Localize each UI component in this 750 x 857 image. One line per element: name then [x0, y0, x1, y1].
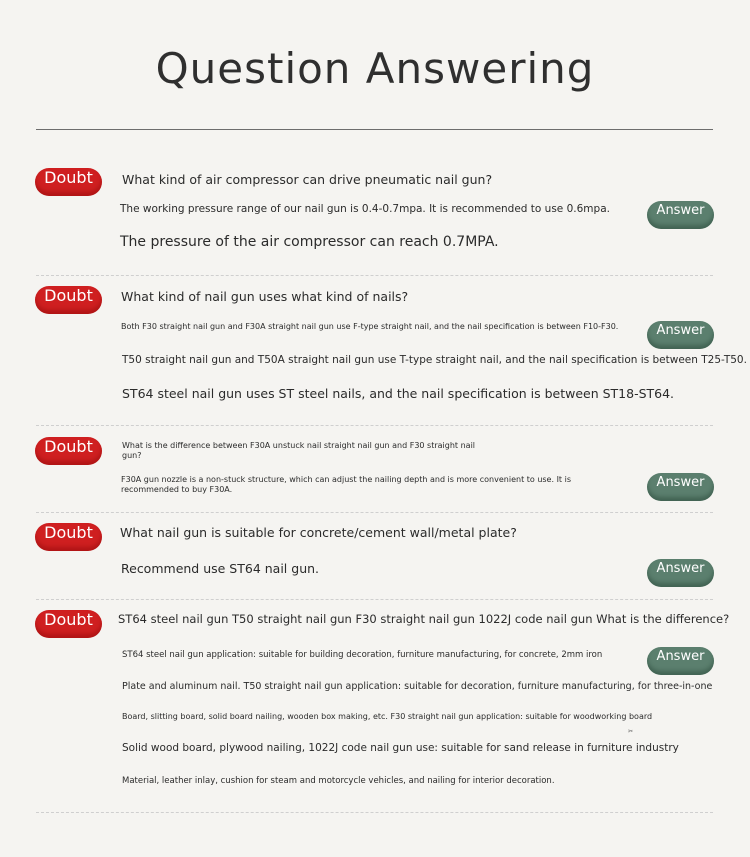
question-text: What kind of nail gun uses what kind of nails?	[121, 289, 409, 304]
section-divider	[36, 425, 713, 426]
section-divider	[36, 812, 713, 813]
answer-text: The pressure of the air compressor can reach 0.7MPA.	[120, 234, 499, 250]
answer-text: ST64 steel nail gun application: suitable for building decoration, furniture manufacturing, for concrete, 2mm iron	[122, 650, 603, 660]
answer-text: T50 straight nail gun and T50A straight nail gun use T-type straight nail, and the nail specification is between T25-T50.	[122, 354, 747, 366]
doubt-badge: Doubt	[35, 286, 102, 314]
answer-text: Board, slitting board, solid board nailing, wooden box making, etc. F30 straight nail gun application: suitable for woodworking board	[122, 712, 653, 721]
page-title: Question Answering	[155, 44, 595, 93]
answer-badge: Answer	[647, 647, 714, 675]
question-text: What is the difference between F30A unstuck nail straight nail gun and F30 straight nail gun?	[122, 441, 476, 460]
answer-text: ST64 steel nail gun uses ST steel nails, and the nail specification is between ST18-ST64.	[122, 386, 675, 401]
answer-badge: Answer	[647, 201, 714, 229]
section-divider	[36, 512, 713, 513]
answer-text: Material, leather inlay, cushion for steam and motorcycle vehicles, and nailing for interior decoration.	[122, 776, 555, 786]
answer-badge: Answer	[647, 473, 714, 501]
section-divider	[36, 275, 713, 276]
answer-text: Plate and aluminum nail. T50 straight nail gun application: suitable for decoration, furniture manufacturing, for three-in-one	[122, 681, 713, 692]
answer-badge: Answer	[647, 559, 714, 587]
doubt-badge: Doubt	[35, 610, 102, 638]
question-text: ST64 steel nail gun T50 straight nail gun F30 straight nail gun 1022J code nail gun What is the difference?	[118, 612, 730, 626]
answer-text: Solid wood board, plywood nailing, 1022J code nail gun use: suitable for sand release in furniture industry	[122, 742, 679, 754]
answer-badge: Answer	[647, 321, 714, 349]
doubt-badge: Doubt	[35, 523, 102, 551]
question-text: What kind of air compressor can drive pneumatic nail gun?	[122, 172, 493, 187]
answer-text: F30A gun nozzle is a non-stuck structure, which can adjust the nailing depth and is more convenient to use. It is recommended to buy F30A.	[121, 475, 571, 494]
doubt-badge: Doubt	[35, 168, 102, 196]
answer-text: Recommend use ST64 nail gun.	[121, 561, 320, 576]
title-divider	[36, 129, 713, 130]
answer-text: Both F30 straight nail gun and F30A straight nail gun use F-type straight nail, and the nail specification is between F10-F30.	[121, 322, 619, 331]
decorative-mark: ✂	[628, 728, 634, 735]
section-divider	[36, 599, 713, 600]
answer-text: The working pressure range of our nail gun is 0.4-0.7mpa. It is recommended to use 0.6mpa.	[120, 203, 610, 215]
doubt-badge: Doubt	[35, 437, 102, 465]
question-text: What nail gun is suitable for concrete/cement wall/metal plate?	[120, 525, 517, 540]
